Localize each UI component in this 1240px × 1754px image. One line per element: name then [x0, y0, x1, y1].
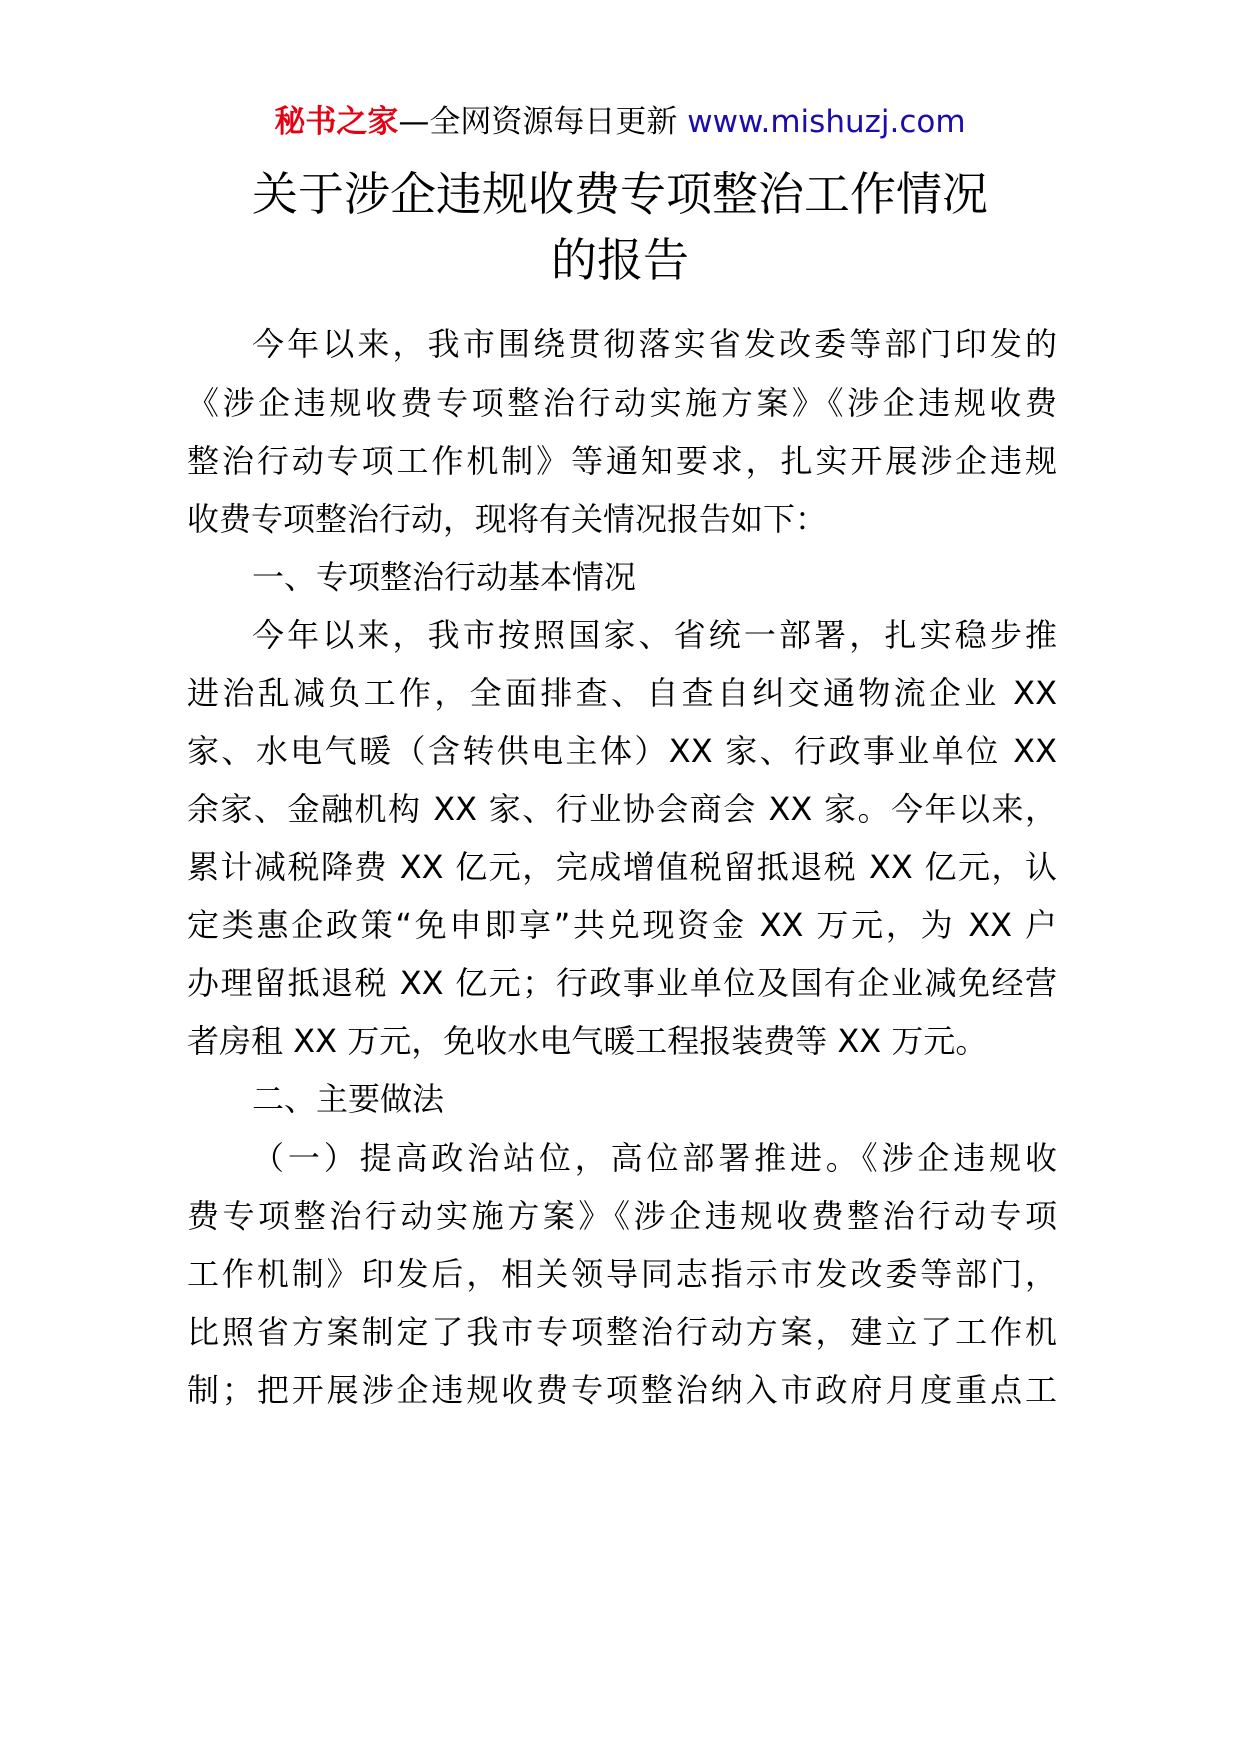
paragraph-line: 制；把开展涉企违规收费专项整治纳入市政府月度重点工 [187, 1371, 1057, 1409]
paragraph-line: 进治乱减负工作，全面排查、自查自纠交通物流企业 XX [187, 674, 1057, 712]
paragraph-line: 办理留抵退税 XX 亿元；行政事业单位及国有企业减免经营 [187, 964, 1057, 1002]
document-title-line-1: 关于涉企违规收费专项整治工作情况 [252, 167, 988, 221]
watermark-header [0, 100, 1240, 144]
header-url-link[interactable]: www.mishuzj.com [687, 104, 966, 140]
paragraph-line: 者房租 XX 万元，免收水电气暖工程报装费等 XX 万元。 [187, 1022, 988, 1060]
paragraph-line: 费专项整治行动实施方案》《涉企违规收费整治行动专项 [187, 1197, 1057, 1235]
document-title-line-2: 的报告 [551, 233, 689, 287]
paragraph-line: 定类惠企政策“免申即享”共兑现资金 XX 万元，为 XX 户 [187, 906, 1057, 944]
paragraph-line: 比照省方案制定了我市专项整治行动方案，建立了工作机 [187, 1313, 1057, 1351]
paragraph-line: 收费专项整治行动，现将有关情况报告如下： [187, 500, 828, 538]
paragraph-line: 《涉企违规收费专项整治行动实施方案》《涉企违规收费 [187, 384, 1057, 422]
paragraph-line: 工作机制》印发后，相关领导同志指示市发改委等部门， [187, 1255, 1057, 1293]
paragraph-line: 余家、金融机构 XX 家、行业协会商会 XX 家。今年以来， [187, 790, 1057, 828]
paragraph-line: 今年以来，我市围绕贯彻落实省发改委等部门印发的 [252, 325, 1057, 363]
section-heading-2: 二、主要做法 [252, 1080, 445, 1118]
paragraph-line: 今年以来，我市按照国家、省统一部署，扎实稳步推 [252, 616, 1057, 654]
section-heading-1: 一、专项整治行动基本情况 [252, 558, 637, 596]
paragraph-line: （一）提高政治站位，高位部署推进。《涉企违规收 [252, 1139, 1057, 1177]
header-slogan: —全网资源每日更新 [398, 104, 678, 140]
paragraph-line: 家、水电气暖（含转供电主体）XX 家、行政事业单位 XX [187, 732, 1057, 770]
paragraph-line: 累计减税降费 XX 亿元，完成增值税留抵退税 XX 亿元，认 [187, 848, 1057, 886]
brand-name: 秘书之家 [274, 104, 399, 140]
paragraph-line: 整治行动专项工作机制》等通知要求，扎实开展涉企违规 [187, 442, 1057, 480]
